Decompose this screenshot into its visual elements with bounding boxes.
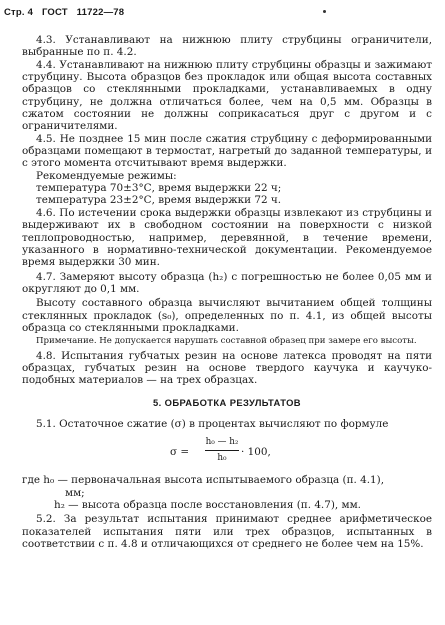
formula-lhs: σ = — [170, 446, 190, 459]
paragraph-5-2: 5.2. За результат испытания принимают среднее арифметическое показателей испытания пяти или трех образцов, испытанных в соответствии с п. 4.8 и отличающихся от среднего не более чем на 15%. — [22, 513, 432, 550]
paragraph-temp-1: температура 70±3°С, время выдержки 22 ч; — [36, 182, 282, 195]
definition-h0-unit: мм; — [65, 486, 85, 499]
formula-definitions — [22, 474, 432, 511]
paragraph-4-4: 4.4. Устанавливают на нижнюю плиту струбцины образцы и зажимают струбцину. Высота образцов без прокладок или общая высота составных образцов со стеклянными прокладками, устанавливаемых в одну струбцину, не должна отличаться более, чем на 0,5 мм. Образцы в сжатом состоянии не должны соприкасаться друг с другом и с ограничителями. — [22, 58, 432, 133]
formula-rhs: · 100, — [241, 446, 271, 459]
section-5-title: 5. ОБРАБОТКА РЕЗУЛЬТАТОВ — [153, 396, 301, 408]
paragraph-regimes: Рекомендуемые режимы: — [36, 169, 177, 182]
formula-denominator: h₀ — [217, 452, 227, 463]
formula-fraction — [205, 436, 239, 464]
paragraph-4-6: 4.6. По истечении срока выдержки образцы извлекают из струбцины и выдерживают их в свободном состоянии на поверхности с низкой теплопроводностью, например, деревянной, в течение времени, указанного в нормативно-технической документации. Рекомендуемое время выдержки 30 мин. — [22, 206, 432, 269]
paragraph-4-7: 4.7. Замеряют высоту образца (h₂) с погрешностью не более 0,05 мм и округляют до 0,1 мм. — [22, 270, 432, 295]
document-body — [22, 34, 432, 550]
definition-h0: где h₀ — первоначальная высота испытываемого образца (п. 4.1), — [22, 474, 385, 487]
paragraph-composite: Высоту составного образца вычисляют вычитанием общей толщины стеклянных прокладок (s₀), определенных по п. 4.1, из общей высоты образца со стеклянными прокладками. — [22, 297, 432, 334]
formula-numerator: h₀ — h₂ — [205, 436, 239, 450]
note: Примечание. Не допускается нарушать составной образец при замере его высоты. — [36, 336, 417, 347]
page-number: Стр. 4 — [4, 7, 34, 18]
standard-number: 11722—78 — [76, 7, 125, 18]
paragraph-4-3: 4.3. Устанавливают на нижнюю плиту струбцины ограничители, выбранные по п. 4.2. — [22, 34, 432, 59]
page-header — [4, 7, 130, 18]
definition-h2: h₂ — высота образца после восстановления (п. 4.7), мм. — [54, 498, 361, 511]
speck-mark — [323, 10, 326, 13]
paragraph-5-1: 5.1. Остаточное сжатие (σ) в процентах вычисляют по формуле — [36, 417, 389, 430]
paragraph-4-8: 4.8. Испытания губчатых резин на основе латекса проводят на пяти образцах, губчатых резин на основе твердого каучука и каучуко-подобных материалов — на трех образцах. — [22, 349, 432, 387]
formula — [22, 436, 432, 470]
standard-label: ГОСТ — [41, 7, 68, 18]
paragraph-temp-2: температура 23±2°С, время выдержки 72 ч. — [36, 194, 282, 207]
paragraph-4-5: 4.5. Не позднее 15 мин после сжатия струбцину с деформированными образцами помещают в термостат, нагретый до заданной температуры, и с этого момента отсчитывают время выдержки. — [22, 132, 432, 170]
